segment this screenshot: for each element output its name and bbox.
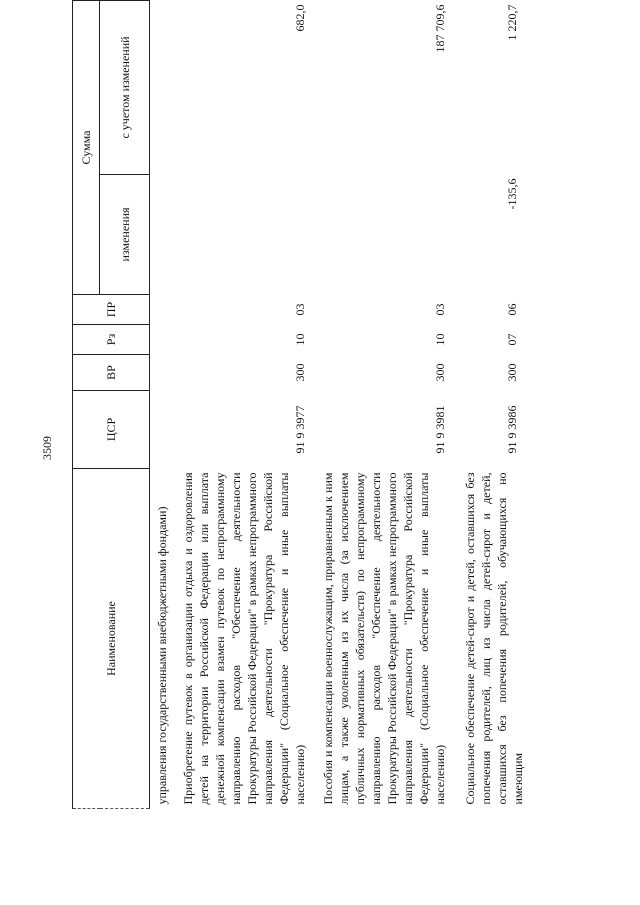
row-vr: 300 <box>505 363 519 382</box>
row-rz: 07 <box>505 333 519 346</box>
row-vr: 300 <box>293 363 307 382</box>
row-total: 187 709,6 <box>433 4 447 53</box>
page-number: 3509 <box>40 436 54 460</box>
row-total: 682,0 <box>293 4 307 32</box>
table-row <box>454 0 526 808</box>
table-row <box>314 0 454 808</box>
header-changes: изменения <box>100 175 150 295</box>
header-vr: ВР <box>73 355 150 391</box>
row-vr: 300 <box>433 363 447 382</box>
row-vr <box>150 355 175 391</box>
row-name-text: Социальное обеспечение детей-сирот и детей, оставшихся без попечения родителей, лиц из числа детей-сирот и детей, оставшихся без попечения родителей, обучающихся но имеющим <box>463 472 525 805</box>
header-with-changes: с учетом изменений <box>100 0 150 174</box>
header-pr: ПР <box>73 295 150 325</box>
row-name: управления государственными внебюджетными фондами) <box>155 506 169 805</box>
row-total: 1 220,7 <box>505 4 519 41</box>
row-name: Пособия и компенсации военнослужащим, приравненным к ним лицам, а также уволенным из их числа (за исключением публичных нормативных обязательств) по непрограммному направлению расходов "Обеспечение деятельности Прокуратуры Российской Федерации" в рамках непрограммного направления деятельности "Прокуратура Российской Федерации" (Социальное обеспечение и иные выплаты населению) <box>321 472 447 805</box>
table-row <box>150 0 175 808</box>
budget-table <box>72 0 526 809</box>
row-csr: 91 9 3981 <box>433 405 447 454</box>
header-row-1 <box>73 0 100 808</box>
row-csr: 91 9 3977 <box>293 405 307 454</box>
row-rz: 10 <box>293 333 307 346</box>
row-pr: 03 <box>433 303 447 316</box>
header-name: Наименование <box>73 469 150 809</box>
table-row <box>174 0 314 808</box>
row-changes <box>174 175 314 295</box>
header-csr: ЦСР <box>73 391 150 469</box>
row-name: Приобретение путевок в организации отдыха и оздоровления детей на территории Российской Федерации или выплата денежной компенсации взамен путевок по непрограммному направлению расходов "Обеспечение деятельности Прокуратуры Российской Федерации" в рамках непрограммного направления деятельности "Прокуратура Российской Федерации" (Социальное обеспечение и иные выплаты населению) <box>181 472 307 805</box>
header-sum: Сумма <box>73 0 100 294</box>
row-pr: 06 <box>505 303 519 316</box>
row-pr: 03 <box>293 303 307 316</box>
row-changes <box>150 175 175 295</box>
row-name <box>454 469 526 809</box>
row-changes <box>314 175 454 295</box>
row-csr: 91 9 3986 <box>505 405 519 454</box>
header-rz: Рз <box>73 325 150 355</box>
row-csr <box>150 391 175 469</box>
row-total <box>150 0 175 174</box>
row-pr <box>150 295 175 325</box>
row-rz <box>150 325 175 355</box>
row-changes: -135,6 <box>505 178 519 210</box>
row-rz: 10 <box>433 333 447 346</box>
